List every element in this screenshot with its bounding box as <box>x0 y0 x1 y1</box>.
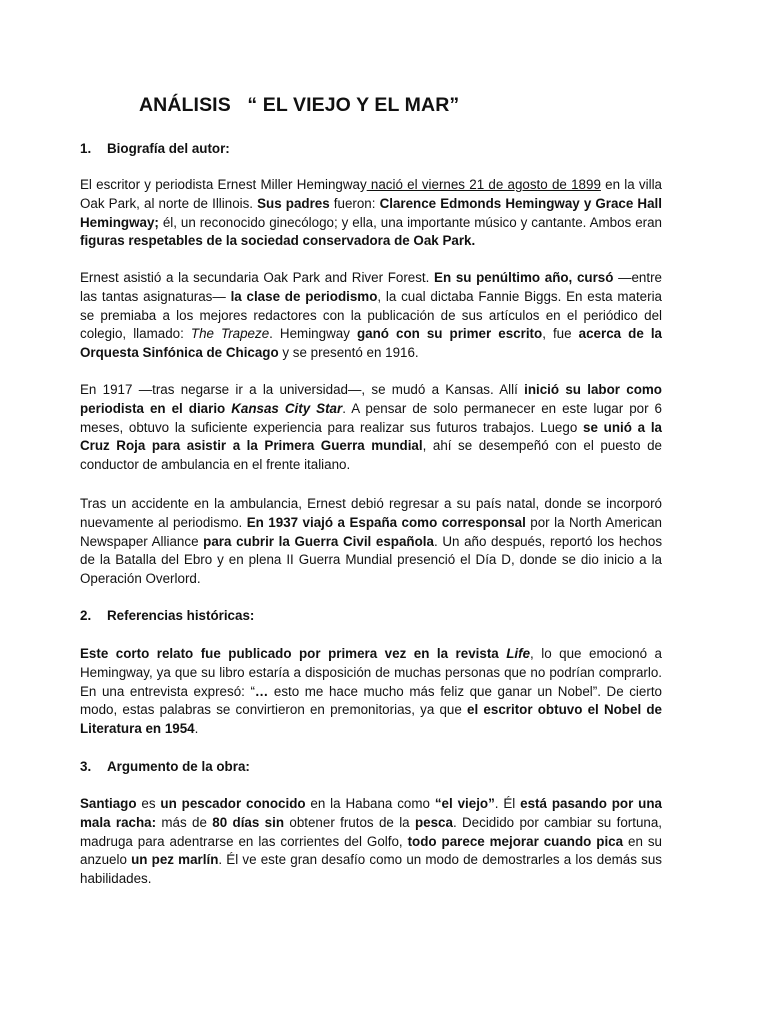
section-title: Argumento de la obra: <box>107 759 250 774</box>
text-bold: un pescador conocido <box>160 796 306 811</box>
paragraph-biografia-2 <box>80 269 662 363</box>
text-run: obtener frutos de la <box>284 814 415 830</box>
text-run: en la Habana como <box>305 796 435 811</box>
section-number: 1. <box>80 141 92 156</box>
text-bold-italic: Kansas City Star <box>231 400 343 416</box>
text-bold: acerca de la Orquesta Sinfónica de Chicago <box>80 326 662 361</box>
text-run: esto me hace mucho más feliz que ganar un Nobel”. De cierto modo, estas palabras se convirtieron en premonitorias, ya que <box>80 683 662 718</box>
text-bold: … <box>254 683 269 699</box>
text-bold: un pez marlín <box>131 852 219 868</box>
text-bold: “el viejo” <box>434 796 495 811</box>
text-run: . Un año después, reportó los hechos de la Batalla del Ebro y en plena II Guerra Mundial presenció el Día D, donde se dio inicio a la Operación Overlord. <box>80 533 663 587</box>
section-number: 3. <box>80 759 92 774</box>
text-run: en la villa Oak Park, al norte de Illinois. <box>80 177 663 211</box>
paragraph-argumento <box>80 795 662 889</box>
text-bold: ganó con su primer escrito <box>356 326 543 342</box>
text-bold: para cubrir la Guerra Civil española <box>203 533 434 549</box>
text-bold: está pasando por una mala racha: <box>80 796 662 830</box>
paragraph-referencias <box>80 645 662 739</box>
text-run: El escritor y periodista Ernest Miller Hemingway <box>80 177 367 192</box>
text-bold: la clase de periodismo <box>230 288 378 304</box>
text-run: es <box>136 796 161 811</box>
text-run: fueron: <box>329 195 380 211</box>
text-italic: The Trapeze <box>190 326 270 342</box>
text-bold: En su penúltimo año, cursó <box>434 270 614 285</box>
text-bold: se unió a la Cruz Roja para asistir a la Primera Guerra mundial <box>80 419 662 454</box>
text-bold: 80 días sin <box>212 814 285 830</box>
text-run: por la North American Newspaper Alliance <box>80 514 662 549</box>
text-bold: el escritor obtuvo el Nobel de Literatura en 1954 <box>80 702 662 737</box>
text-run: . Él <box>494 796 521 811</box>
text-bold-italic: Life <box>506 646 531 661</box>
text-run: , lo que emocionó a Hemingway, ya que su libro estaría a disposición de muchas personas que no podrían comprarlo. En una entrevista expresó: “ <box>80 646 662 699</box>
text-bold: En 1937 viajó a España como corresponsal <box>246 514 526 530</box>
text-bold: pesca <box>414 814 453 830</box>
text-run: en su anzuelo <box>80 833 662 868</box>
text-bold: figuras respetables de la sociedad conservadora de Oak Park. <box>80 233 476 249</box>
section-heading-referencias <box>80 608 254 623</box>
text-run: —entre las tantas asignaturas— <box>80 270 662 304</box>
text-run: . <box>194 721 199 737</box>
text-run: y se presentó en 1916. <box>278 345 419 361</box>
text-bold: inició su labor como periodista en el diario <box>80 382 662 416</box>
text-run: Ernest asistió a la secundaria Oak Park and River Forest. <box>80 270 435 285</box>
text-bold: todo parece mejorar cuando pica <box>407 833 624 849</box>
text-run: Tras un accidente en la ambulancia, Ernest debió regresar a su país natal, donde se incorporó nuevamente al periodismo. <box>80 496 662 530</box>
text-run: . A pensar de solo permanecer en este lugar por 6 meses, obtuvo la suficiente experiencia para realizar sus futuros trabajos. Luego <box>80 400 662 435</box>
text-run: . Decidido por cambiar su fortuna, madruga para adentrarse en las corrientes del Golfo, <box>80 814 663 849</box>
text-run: , la cual dictaba Fannie Biggs. En esta materia se premiaba a los mejores redactores con la publicación de sus artículos en el periódico del colegio, llamado: <box>80 288 662 342</box>
text-run: . Hemingway <box>269 326 357 342</box>
text-run: más de <box>156 814 213 830</box>
text-run: , fue <box>542 326 579 342</box>
text-underlined: nació el viernes 21 de agosto de 1899 <box>366 177 601 192</box>
text-run: él, un reconocido ginecólogo; y ella, una importante músico y cantante. Ambos eran <box>158 214 662 230</box>
text-bold: Santiago <box>80 796 137 811</box>
section-heading-argumento <box>80 759 250 774</box>
text-bold: Este corto relato fue publicado por primera vez en la revista <box>80 646 507 661</box>
section-heading-biografia <box>80 141 230 156</box>
paragraph-biografia-3 <box>80 381 662 475</box>
text-run: En 1917 —tras negarse ir a la universidad—, se mudó a Kansas. Allí <box>80 382 525 397</box>
paragraph-biografia-4 <box>80 495 662 589</box>
paragraph-biografia-1 <box>80 176 662 251</box>
section-title: Biografía del autor: <box>107 141 230 156</box>
text-bold: Sus padres <box>257 195 330 211</box>
page-title: ANÁLISIS “ EL VIEJO Y EL MAR” <box>139 94 460 116</box>
section-number: 2. <box>80 608 92 623</box>
section-title: Referencias históricas: <box>107 608 255 623</box>
text-bold: Clarence Edmonds Hemingway y Grace Hall Hemingway; <box>80 195 662 230</box>
text-run: . Él ve este gran desafío como un modo de demostrarles a los demás sus habilidades. <box>80 852 662 887</box>
text-run: , ahí se desempeñó con el puesto de conductor de ambulancia en el frente italiano. <box>80 438 662 473</box>
